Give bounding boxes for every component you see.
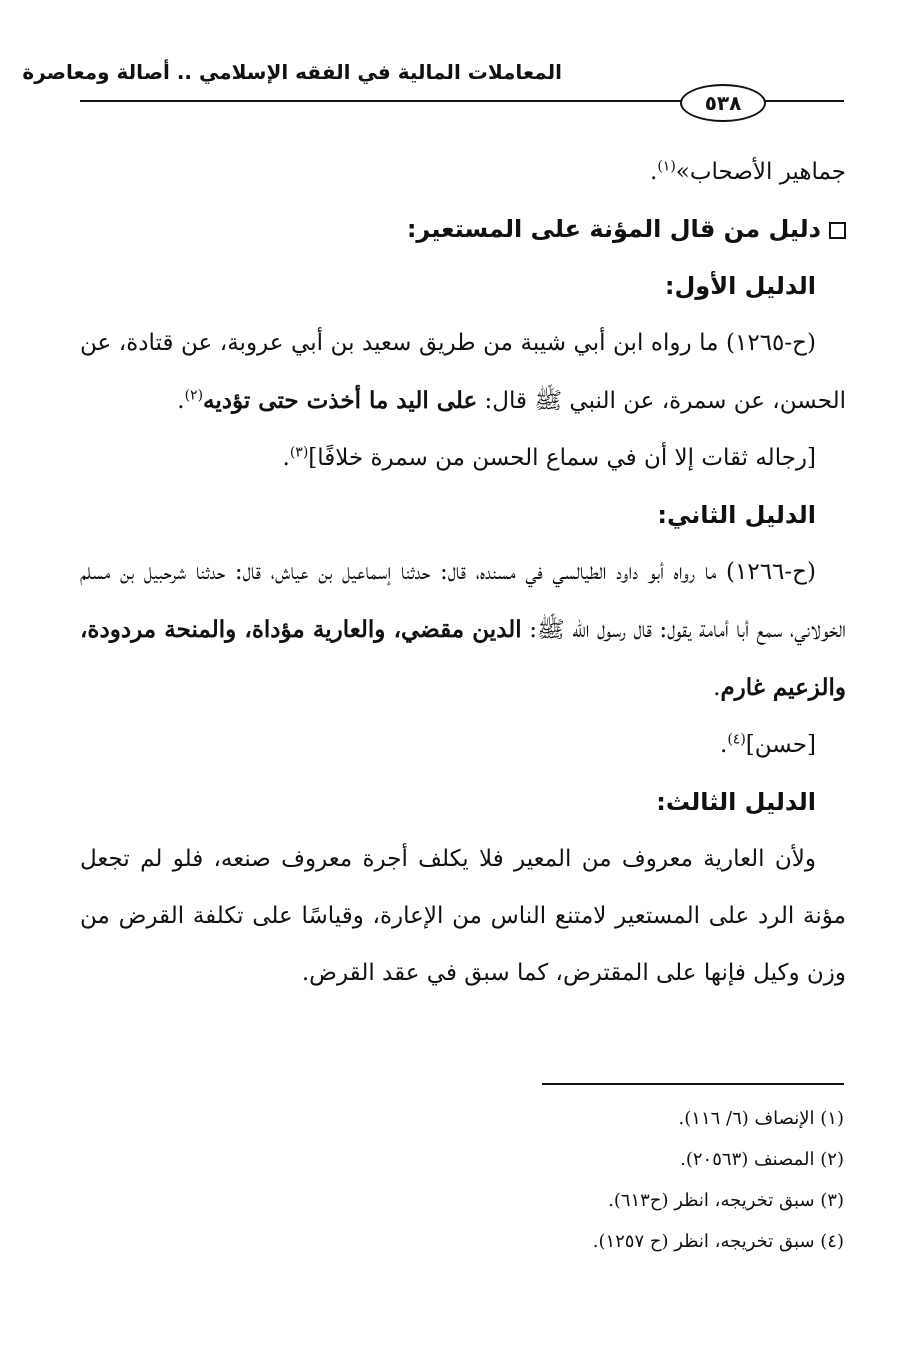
evidence-2-grade: [حسن]$^{(٤)}$.	[720, 731, 816, 758]
footnote-item: (١) الإنصاف (٦/ ١١٦).	[678, 1108, 844, 1129]
evidence-2-heading: الدليل الثاني:	[657, 501, 816, 529]
footnote-ref: (٣)	[289, 444, 309, 461]
hadith-quote: الدين مقضي، والعارية مؤداة، والمنحة مردودة، والزعيم غارم	[80, 616, 846, 701]
running-header-title: المعاملات المالية في الفقه الإسلامي .. أصالة ومعاصرة	[22, 60, 562, 84]
footnote-item: (٤) سبق تخريجه، انظر (ح ١٢٥٧).	[592, 1231, 844, 1252]
square-bullet-icon	[829, 222, 846, 239]
continuation-line: جماهير الأصحاب»$^{(١)}$.	[650, 158, 846, 185]
footnote-ref: (١)	[657, 158, 676, 175]
footnotes	[78, 1098, 844, 1262]
footnote-item: (٢) المصنف (٢٠٥٦٣).	[680, 1149, 844, 1170]
hadith-quote: على اليد ما أخذت حتى تؤديه	[203, 387, 478, 414]
evidence-1-grade: [رجاله ثقات إلا أن في سماع الحسن من سمرة خلافًا]$^{(٣)}$.	[282, 444, 816, 471]
footnote-separator	[542, 1083, 844, 1085]
evidence-1-paragraph: (ح-١٢٦٥) ما رواه ابن أبي شيبة من طريق سعيد بن أبي عروبة، عن قتادة، عن الحسن، عن سمرة، عن النبي ﷺ قال: على اليد ما أخذت حتى تؤديه$^{(٢)}$.	[80, 330, 846, 414]
main-text	[80, 144, 846, 1002]
section-heading: دليل من قال المؤنة على المستعير:	[80, 201, 846, 258]
evidence-3-paragraph: ولأن العارية معروف من المعير فلا يكلف أجرة معروف صنعه، فلو لم تجعل مؤنة الرد على المستعير لامتنع الناس من الإعارة، وقياسًا على تكلفة القرض من وزن وكيل فإنها على المقترض، كما سبق في عقد القرض.	[80, 846, 846, 986]
footnote-ref: (٢)	[184, 387, 204, 404]
page-number: ٥٣٨	[680, 84, 766, 122]
evidence-1-heading: الدليل الأول:	[664, 272, 816, 300]
evidence-2-paragraph: (ح-١٢٦٦) ما رواه أبو داود الطيالسي في مسنده، قال: حدثنا إسماعيل بن عياش، قال: حدثنا شرحبيل بن مسلم الخولاني، سمع أبا أمامة يقول: قال رسول الله ﷺ: الدين مقضي، والعارية مؤداة، والمنحة مردودة، والزعيم غارم.	[80, 559, 846, 701]
evidence-3-heading: الدليل الثالث:	[656, 788, 816, 816]
footnote-ref: (٤)	[727, 731, 746, 748]
footnote-item: (٣) سبق تخريجه، انظر (ح٦١٣).	[608, 1190, 844, 1211]
